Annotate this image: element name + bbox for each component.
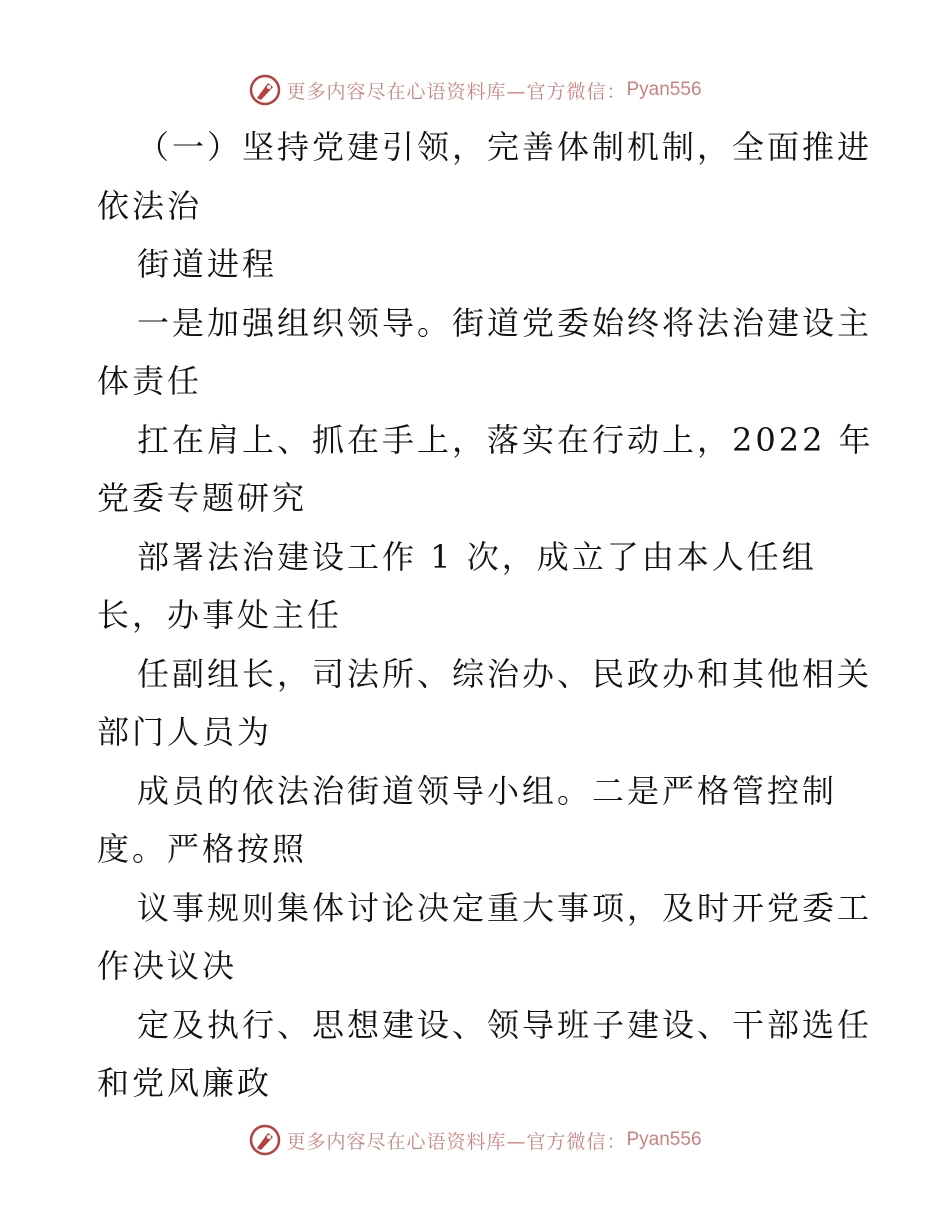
banner-text: 更多内容尽在心语资料库—官方微信：: [286, 1130, 627, 1153]
pen-nib-logo-icon: [248, 73, 282, 107]
document-line: 部署法治建设工作 1 次，成立了由本人任组: [137, 537, 817, 576]
document-line: 扛在肩上、抓在手上，落实在行动上，2022 年: [137, 420, 874, 459]
document-line: 街道进程: [137, 245, 278, 283]
banner-wechat-id: Pyan556: [626, 1129, 702, 1150]
footer-watermark-banner: [0, 1120, 950, 1160]
document-body: [97, 118, 874, 1113]
document-line: （一）坚持党建引领，完善体制机制，全面推进: [137, 128, 873, 166]
document-line: 长，办事处主任: [97, 596, 343, 634]
banner-wechat-id: Pyan556: [626, 79, 702, 100]
document-line: 体责任: [97, 362, 203, 400]
document-line: 度。严格按照: [97, 830, 308, 868]
document-line: 部门人员为: [97, 713, 273, 751]
document-line: 党委专题研究: [97, 479, 308, 517]
document-line: 任副组长，司法所、综治办、民政办和其他相关: [137, 654, 873, 693]
header-watermark-banner: [0, 70, 950, 110]
banner-text: 更多内容尽在心语资料库—官方微信：: [286, 80, 627, 103]
document-line: 定及执行、思想建设、领导班子建设、干部选任: [137, 1005, 873, 1044]
pen-nib-logo-icon: [248, 1123, 282, 1157]
document-line: 一是加强组织领导。街道党委始终将法治建设主: [137, 303, 873, 342]
document-line: 和党风廉政: [97, 1064, 273, 1102]
document-line: 议事规则集体讨论决定重大事项，及时开党委工: [137, 888, 873, 927]
document-line: 作决议决: [97, 947, 238, 985]
document-line: 依法治: [97, 186, 203, 225]
document-line: 成员的依法治街道领导小组。二是严格管控制: [137, 771, 838, 810]
